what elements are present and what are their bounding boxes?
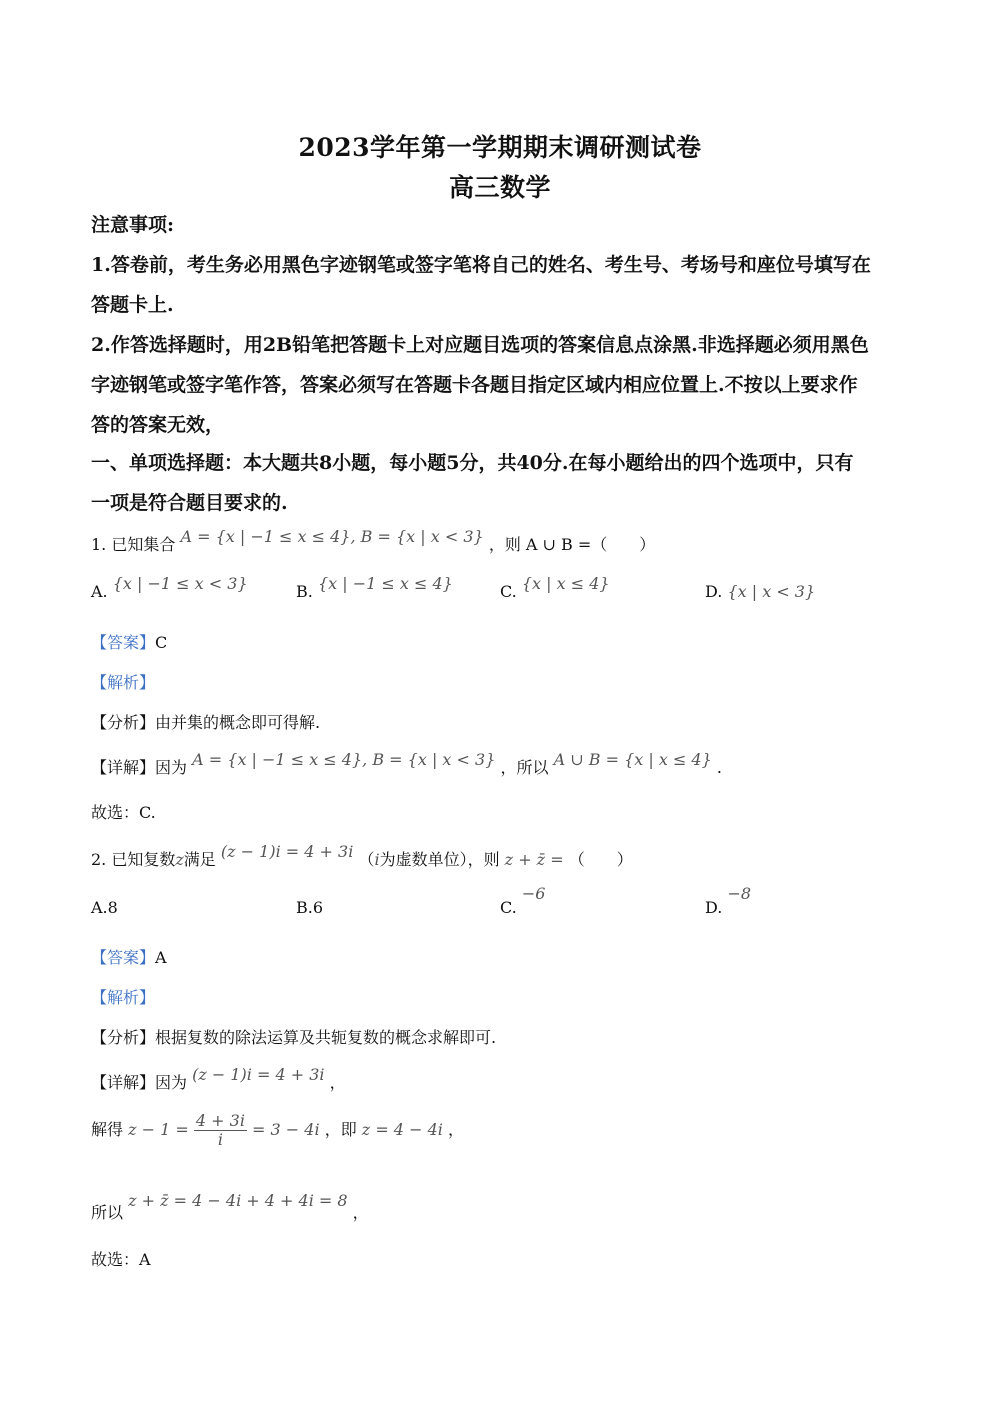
q2-option-c-label: C. [500,898,517,917]
notice-item2-line1: 2.作答选择题时，用2B铅笔把答题卡上对应题目选项的答案信息点涂黑.非选择题必须用黑色 [91,334,869,356]
q2-solve-prefix: 解得 [91,1120,124,1139]
q2-fenxi-text: 根据复数的除法运算及共轭复数的概念求解即可. [155,1028,497,1047]
notice-item1-line2: 答题卡上. [91,294,174,316]
q2-stem-mid3: 为虚数单位），则 [379,850,500,869]
q1-stem [91,527,656,555]
q2-answer [91,945,167,968]
q1-detail-math1: A = {x | −1 ≤ x ≤ 4}, B = {x | x < 3} [192,750,496,769]
q2-detail [91,1065,346,1093]
q2-stem [91,842,633,870]
q1-answer-tag: 【答案】 [91,633,156,652]
q2-so [91,1191,369,1223]
q1-detail-end: . [716,758,722,777]
q1-option-c [500,574,610,601]
q2-option-d [705,884,752,917]
q2-option-a-label: A. [91,898,108,917]
q2-solve-fraction [194,1112,247,1149]
q1-choose: 故选：C. [91,803,156,822]
q2-detail-tag: 【详解】 [91,1073,156,1092]
q1-option-d-label: D. [705,582,723,601]
q1-option-a-value: {x | −1 ≤ x < 3} [112,574,248,593]
q2-choose [91,1247,151,1270]
q2-solve-rhs: = 3 − 4i [252,1120,320,1139]
q2-option-a [91,898,118,917]
q2-fenxi [91,1025,496,1048]
q2-option-a-value: 8 [107,898,118,917]
q2-choose-prefix: 故选： [91,1250,140,1269]
q1-option-d [705,582,815,601]
q2-analysis-tag: 【解析】 [91,988,156,1007]
q1-analysis-tag: 【解析】 [91,673,156,692]
q1-option-b-value: {x | −1 ≤ x ≤ 4} [317,574,453,593]
q2-so-math: z + z̄ = 4 − 4i + 4 + 4i = 8 [128,1191,348,1210]
q2-answer-value: A [155,948,167,967]
q1-option-a [91,574,248,601]
q2-option-b [296,898,323,917]
exam-subtitle: 高三数学 [448,173,551,202]
q2-solve-math: z = 4 − 4i [361,1120,443,1139]
q2-stem-prefix: 2. 已知复数 [91,850,176,869]
q2-option-d-label: D. [705,898,723,917]
q2-solve-mid: ，即 [324,1120,357,1139]
q2-option-c-value: −6 [521,884,546,903]
q2-so-end: ， [352,1203,369,1222]
section-line2: 一项是符合题目要求的. [91,492,288,514]
q2-stem-math2: z + z̄ = [504,850,564,869]
q2-option-c [500,884,546,917]
notice-item1-line1: 1.答卷前，考生务必用黑色字迹钢笔或签字笔将自己的姓名、考生号、考场号和座位号填写在 [91,254,871,276]
q2-detail-math: (z − 1)i = 4 + 3i [192,1065,325,1084]
q1-option-b [296,574,453,601]
q1-option-d-value: {x | x < 3} [727,582,816,601]
q1-answer [91,630,167,653]
q2-so-prefix: 所以 [91,1203,124,1222]
q2-detail-end: ， [329,1073,346,1092]
q2-stem-suffix: （ ） [568,850,633,869]
q2-solve-lhs: z − 1 = [128,1120,189,1139]
q1-detail [91,750,722,778]
q2-stem-math: (z − 1)i = 4 + 3i [220,842,354,861]
q1-option-c-value: {x | x ≤ 4} [521,574,610,593]
q1-detail-mid: ，所以 [500,758,549,777]
q2-option-d-value: −8 [727,884,752,903]
q1-stem-suffix: ，则 A ∪ B =（ ） [488,535,656,554]
q2-detail-prefix: 因为 [155,1073,188,1092]
q2-stem-i: i [374,850,380,869]
q1-detail-prefix: 因为 [155,758,188,777]
exam-title: 2023学年第一学期期末调研测试卷 [298,133,702,162]
q1-fenxi-tag: 【分析】 [91,713,156,732]
q1-fenxi-text: 由并集的概念即可得解. [155,713,321,732]
q2-stem-mid2: （ [358,850,375,869]
section-line1: 一、单项选择题：本大题共8小题，每小题5分，共40分.在每小题给出的四个选项中，只有 [91,452,854,474]
q1-fenxi [91,710,320,733]
q2-solve [91,1112,464,1149]
q1-option-a-label: A. [91,582,108,601]
notice-heading: 注意事项: [91,214,175,236]
notice-item2-line2: 字迹钢笔或签字笔作答，答案必须写在答题卡各题目指定区域内相应位置上.不按以上要求作 [91,374,858,396]
q2-fenxi-tag: 【分析】 [91,1028,156,1047]
q1-detail-tag: 【详解】 [91,758,156,777]
q2-solve-end: ， [447,1120,464,1139]
q2-option-b-value: 6 [312,898,324,917]
q2-stem-mid1: 满足 [183,850,216,869]
q2-answer-tag: 【答案】 [91,948,156,967]
q2-option-b-label: B. [296,898,313,917]
q2-stem-z: z [175,850,184,869]
q1-stem-math: A = {x | −1 ≤ x ≤ 4}, B = {x | x < 3} [180,527,484,546]
q1-option-b-label: B. [296,582,313,601]
q2-solve-numerator: 4 + 3i [195,1111,245,1130]
q2-solve-denominator: i [217,1130,223,1149]
q1-detail-math2: A ∪ B = {x | x ≤ 4} [553,750,712,769]
q1-answer-value: C [155,633,168,652]
notice-item2-line3: 答的答案无效， [91,414,225,436]
q2-choose-value: A [139,1250,151,1269]
q1-option-c-label: C. [500,582,517,601]
q1-stem-prefix: 1. 已知集合 [91,535,176,554]
